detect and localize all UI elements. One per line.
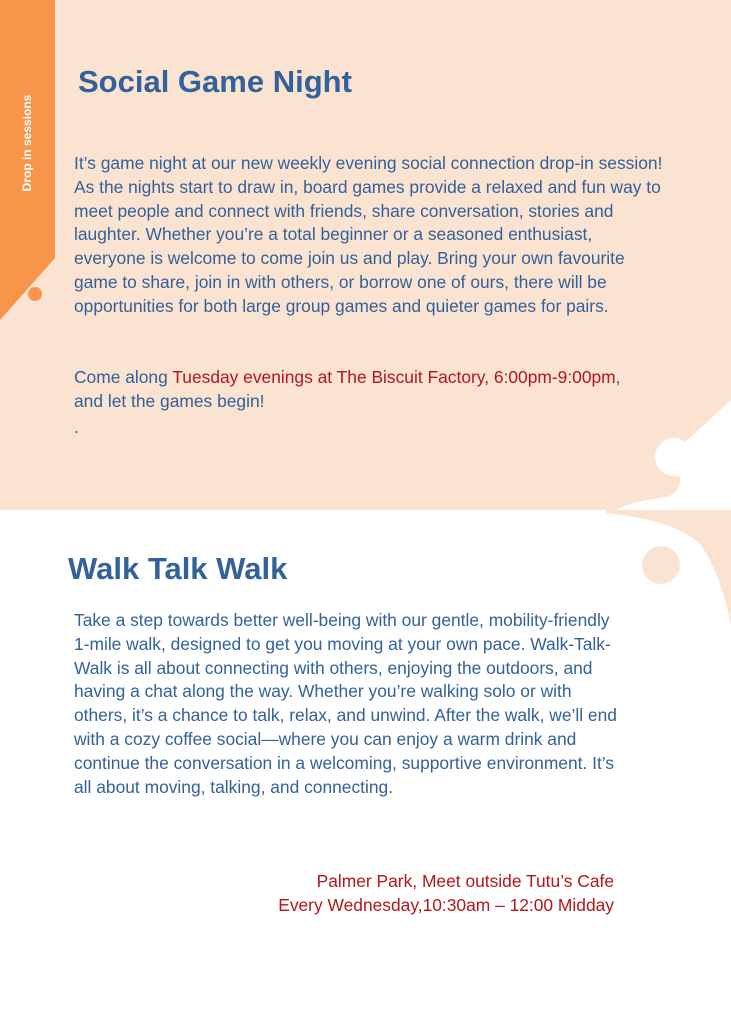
walk-location-block (278, 870, 614, 918)
walk-talk-walk-title: Walk Talk Walk (68, 551, 288, 586)
walk-talk-walk-description: Take a step towards better well-being with our gentle, mobility-friendly 1-mile walk, designed to get you moving at your own pace. Walk-Talk-Walk is all about connecting with others, enjoying the outdoors, and having a chat along the way. Whether you’re walking solo or with others, it’s a chance to talk, relax, and unwind. After the walk, we’ll end with a cozy coffee social—where you can enjoy a warm drink and continue the conversation in a welcoming, supportive environment. It’s all about moving, talking, and connecting. (74, 610, 617, 797)
details-intro: Come along (74, 367, 173, 387)
trailing-dot: . (74, 417, 79, 437)
walk-location: Palmer Park, Meet outside Tutu’s Cafe (316, 871, 614, 891)
details-outro: , and let the games begin! (74, 367, 621, 411)
walk-schedule: Every Wednesday,10:30am – 12:00 Midday (278, 894, 614, 915)
social-game-night-details (74, 366, 634, 414)
side-tab-label: Drop in sessions (20, 94, 34, 192)
decor-peach-circle (642, 546, 680, 584)
orange-dot (28, 287, 42, 301)
details-highlight: Tuesday evenings at The Biscuit Factory, 6:00pm-9:00pm (172, 367, 616, 387)
social-game-night-title: Social Game Night (78, 64, 352, 99)
decorative-shapes (606, 395, 731, 635)
decor-white-circle (655, 438, 693, 476)
social-game-night-description: It’s game night at our new weekly evening social connection drop-in session! As the nights start to draw in, board games provide a relaxed and fun way to meet people and connect with friends, share conversation, stories and laughter. Whether you’re a total beginner or a seasoned enthusiast, everyone is welcome to come join us and play. Bring your own favourite game to share, join in with others, or borrow one of ours, there will be opportunities for both large group games and quieter games for pairs. (74, 153, 663, 316)
side-tab (0, 0, 55, 320)
